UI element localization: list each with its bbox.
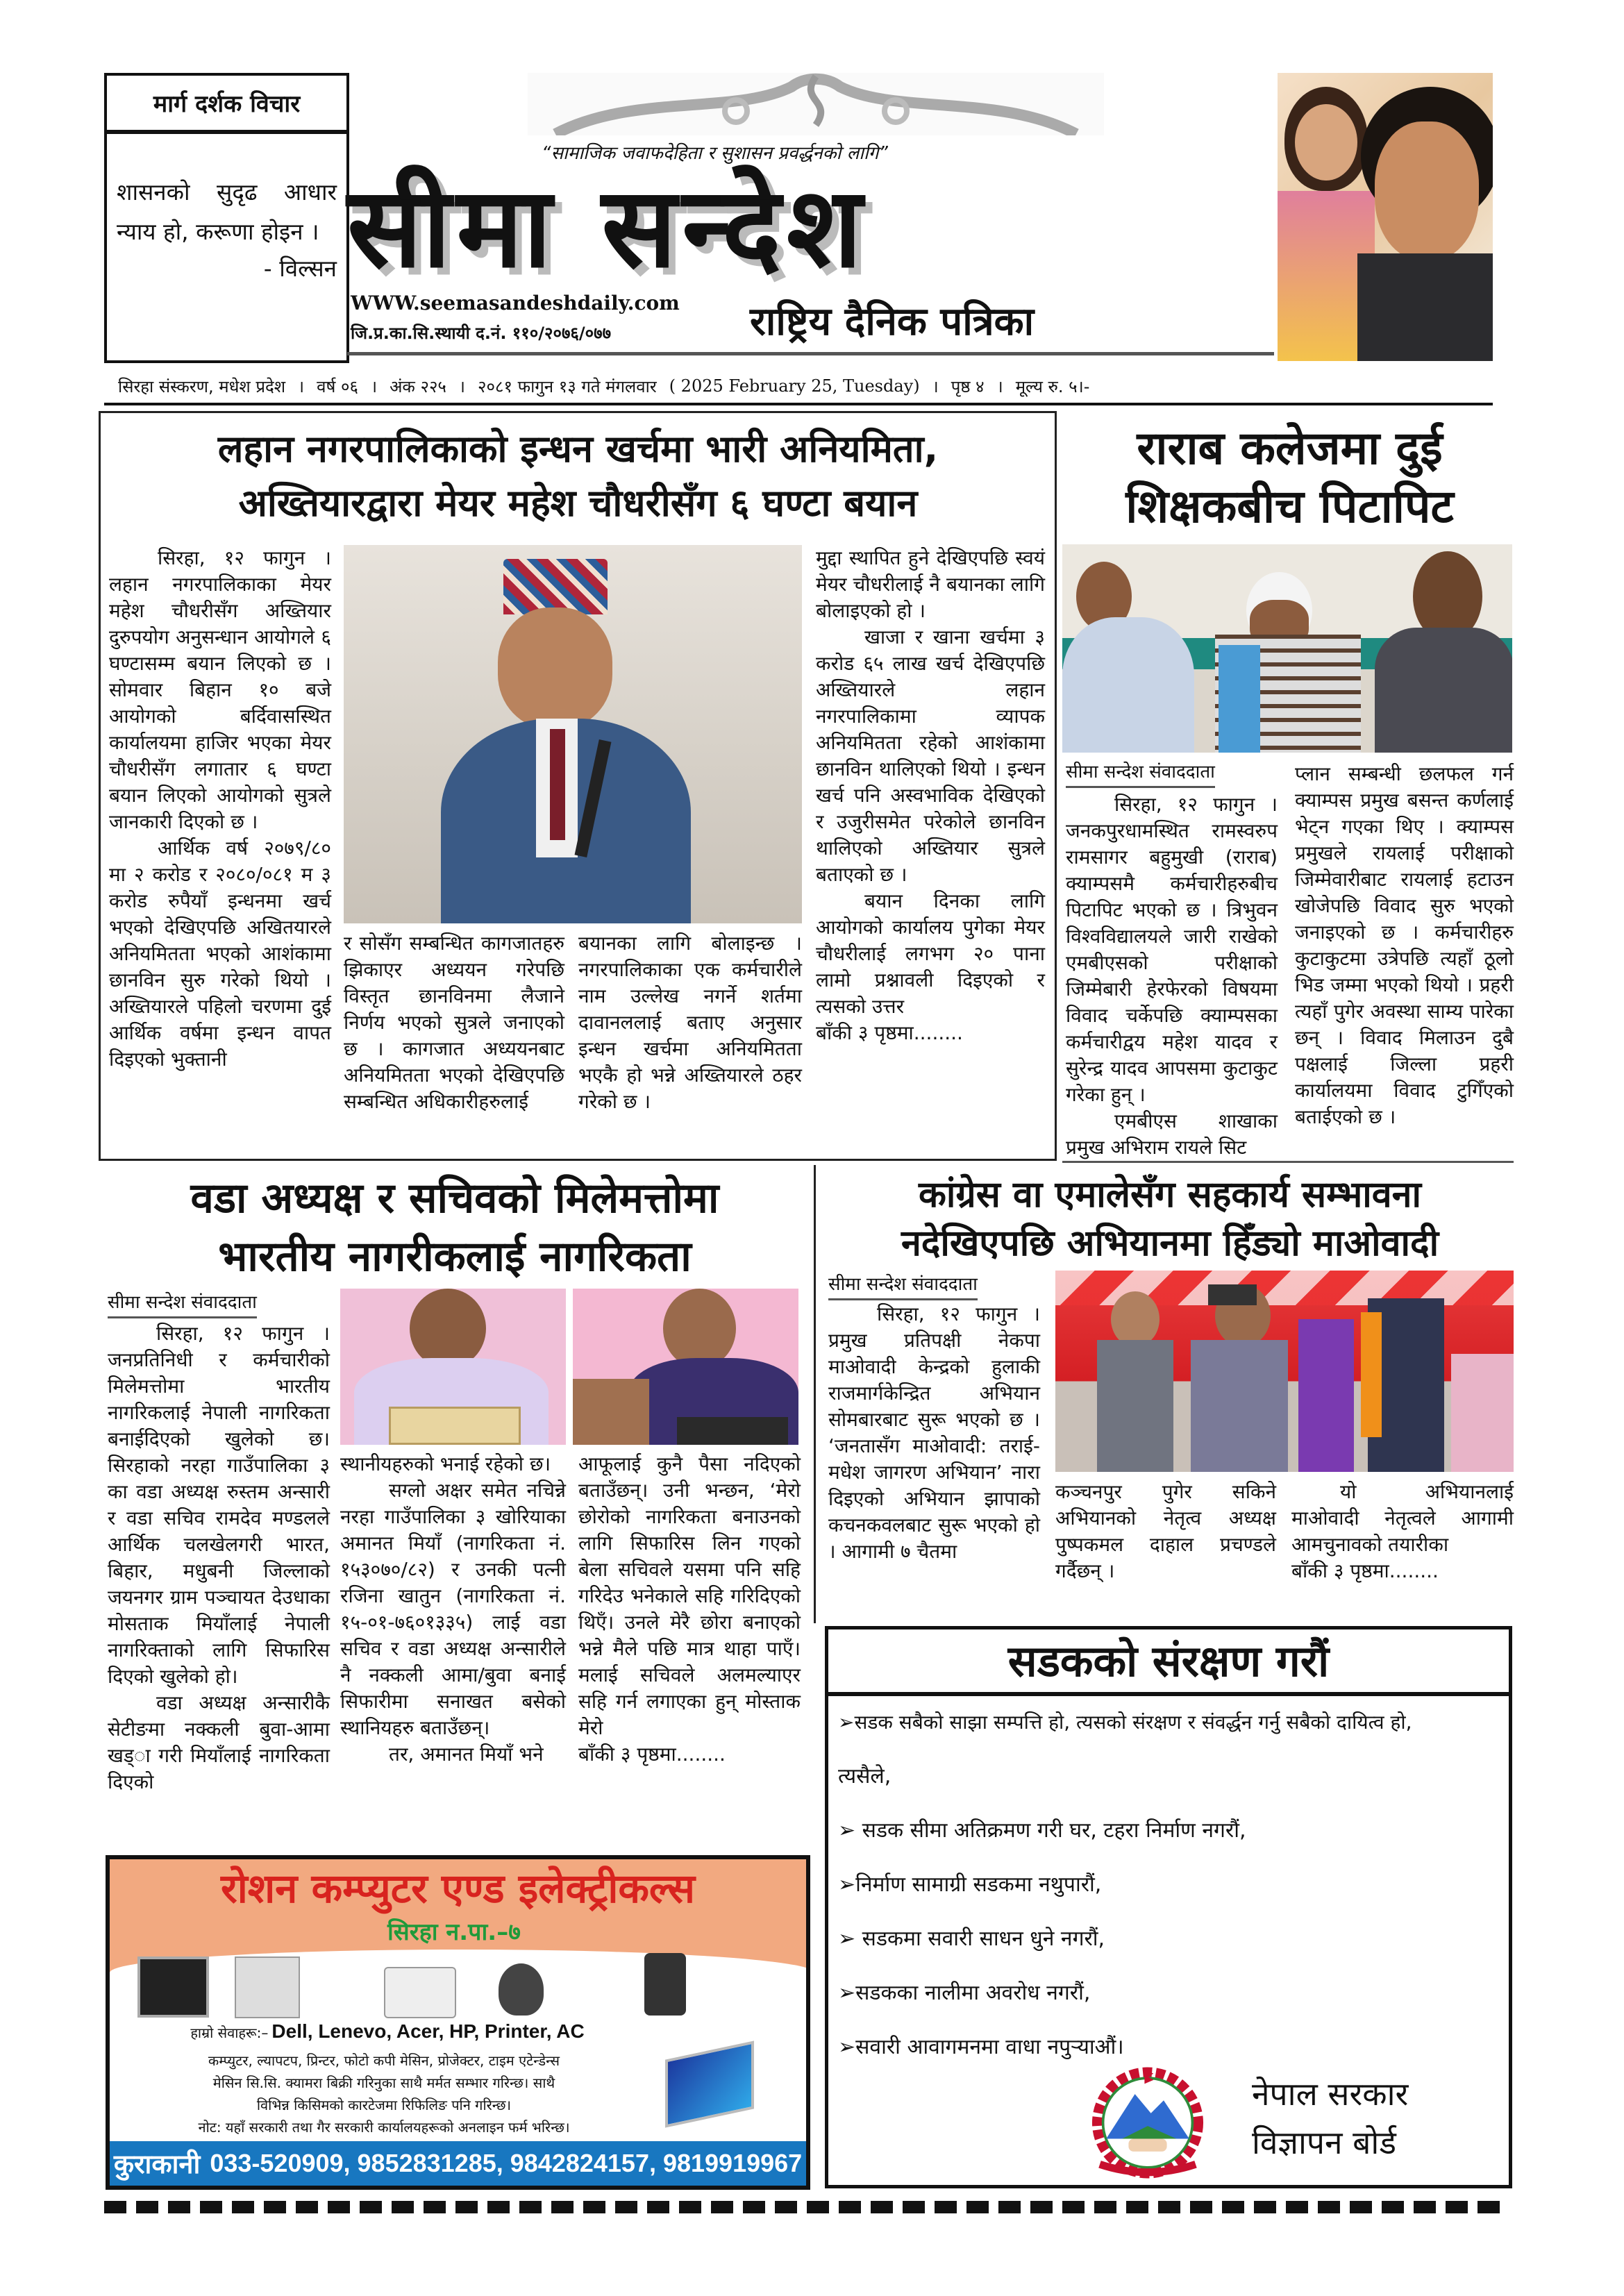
services-label: हाम्रो सेवाहरू:– xyxy=(190,2025,269,2041)
headline-line-1: वडा अध्यक्ष र सचिवको मिलेमत्तोमा xyxy=(190,1174,719,1223)
footer-dash xyxy=(328,2201,350,2213)
contact-band xyxy=(110,2141,806,2186)
paragraph: खाजा र खाना खर्चमा ३ करोड ६५ लाख खर्च देखिएपछि अख्तियारले लहान नगरपालिकामा व्यापक अनियमितता रहेको आशंकामा छानविन थालिएको थियो । इन्धन खर्च पनि अस्वभाविक देखिएको र उजुरीसमेत परेकोले छानविन थालिएको अख्तियार सुत्रले बताएको छ । xyxy=(816,626,1045,886)
newspaper-title: सीमा सन्देश xyxy=(347,162,868,292)
roshan-computer-ad xyxy=(106,1855,810,2190)
separator: । xyxy=(298,376,305,396)
paragraph: सिरहा, १२ फागुन । लहान नगरपालिकाका मेयर महेश चौधरीसँग अख्तियार दुरुपयोग अनुसन्धान आयोगले ६ घण्टासम्म बयान लिएको छ । सोमवार बिहान १० बजे आयोगको बर्दिवासस्थित कार्यालयमा हाजिर भएका मेयर चौधरीसँग लगातार ६ घण्टा बयान लिएको आयोगको सुत्रले जानकारी दिएको छ । xyxy=(109,546,331,833)
story4-column-3 xyxy=(1291,1479,1514,1584)
footer-dash xyxy=(360,2201,382,2213)
paragraph: सग्लो अक्षर समेत नचिन्ने नरहा गाउँपालिका ३ खोरियाका अमानत मियाँ (नागरिकता नं. १५३०७०/८२) र उनकी पत्नी रजिना खातुन (नागरिकता नं. १५-०१-७६०१३३५) लाई वडा सचिव र वडा अध्यक्ष अन्सारीले नै नक्कली आमा/बुवा बनाई सिफारीमा सनाखत बसेको स्थानियहरु बताउँछन्। xyxy=(340,1479,566,1739)
desc-line: मेसिन सि.सि. क्यामरा बिक्री गरिनुका साथै मर्मत सम्भार गरिन्छ। साथै xyxy=(212,2075,555,2091)
issue-number: अंक २२५ xyxy=(390,376,446,396)
quote-box xyxy=(104,73,349,363)
maoist-event-photo xyxy=(1055,1271,1514,1472)
footer-dash xyxy=(1477,2201,1500,2213)
paragraph: बयान दिनका लागि आयोगको कार्यालय पुगेका मेयर चौधरीलाई लगभग २० पाना लामो प्रश्नावली दिइएको र त्यसको उत्तर xyxy=(816,889,1045,1018)
separator: । xyxy=(932,376,939,396)
ad-bullet: ➢ सडकमा सवारी साधन धुने नगरौं, xyxy=(838,1927,1105,1951)
paragraph: सिरहा, १२ फागुन । जनप्रतिनिधी र कर्मचारीको मिलेमत्तोमा भारतीय नागरिकलाई नेपाली नागरिकता बनाईदिएको खुलेको छ। सिरहाको नरहा गाउँपालिका ३ का वडा अध्यक्ष रुस्तम अन्सारी र वडा सचिव रामदेव मण्डलले आर्थिक चलखेलगरी भारत, बिहार, मधुबनी जिल्लाको जयनगर ग्राम पञ्चायत देउधाका मोसताक मियाँलाई नेपाली नागरिक्ताको लागि सिफारिस दिएको खुलेको हो। xyxy=(108,1322,330,1688)
story2-column-1 xyxy=(1066,791,1278,1161)
footer-dash xyxy=(392,2201,414,2213)
edition: सिरहा संस्करण, मधेश प्रदेश xyxy=(118,376,286,396)
footer-dash xyxy=(232,2201,254,2213)
footer-dash xyxy=(1350,2201,1372,2213)
registration-number: जि.प्र.का.सि.स्थायी द.नं. ११०/२०७६/०७७ xyxy=(351,324,612,343)
paragraph: वडा अध्यक्ष अन्सारीकै सेटीङमा नक्कली बुवा-आमा खड्ा गरी मियाँलाई नागरिकता दिएको xyxy=(108,1691,330,1793)
ad-title: सडकको संरक्षण गरौं xyxy=(828,1629,1509,1696)
website-url: WWW.seemasandeshdaily.com xyxy=(351,292,680,315)
ad-therefore: त्यसैले, xyxy=(838,1764,891,1788)
footer-dash xyxy=(1126,2201,1148,2213)
footer-dash xyxy=(1222,2201,1244,2213)
footer-dash xyxy=(136,2201,158,2213)
continued-link[interactable]: बाँकी ३ पृष्ठमा........ xyxy=(578,1743,726,1766)
ad-bullet: ➢सवारी आवागमनमा वाधा नपुऱ्याऔं। xyxy=(838,2035,1124,2059)
injured-teacher-photo xyxy=(1062,544,1512,753)
footer-dash xyxy=(296,2201,318,2213)
desc-line: कम्प्युटर, ल्यापटप, प्रिन्टर, फोटो कपी मेसिन, प्रोजेक्टर, टाइम एटेन्डेन्स xyxy=(208,2052,560,2069)
paragraph: प्लान सम्बन्धी छलफल गर्न क्याम्पस प्रमुख बसन्त कर्णलाई भेट्न गएका थिए । क्याम्पस प्रमुखले रायलाई परीक्षाको जिम्मेवारीबाट रायलाई हटाउन खोजेपछि विवाद सुरु भएको जनाइएको छ । कर्मचारीहरु कुटाकुटमा उत्रेपछि त्यहाँ ठूलो भिड जम्मा भएको थियो । प्रहरी त्यहाँ पुगेर अवस्था साम्य पारेका छन् । विवाद मिलाउन दुबै पक्षलाई जिल्ला प्रहरी कार्यालयमा विवाद टुगिँएको बताईएको छ । xyxy=(1295,762,1514,1128)
price: मूल्य रु. ५।- xyxy=(1015,376,1090,396)
dateline-rule xyxy=(104,403,1493,405)
date-nepali: २०८१ फागुन १३ गते मंगलवार xyxy=(478,376,657,396)
story4-column-2 xyxy=(1055,1479,1276,1584)
paragraph: र सोसँग सम्बन्धित कागजातहरु झिकाएर अध्ययन गरेपछि विस्तृत छानविनमा लैजाने निर्णय भएको सुत्रले जनाएको छ । कागजात अध्ययनबाट अनियमितता भएको देखिएपछि सम्बन्धित अधिकारीहरुलाई xyxy=(344,932,564,1113)
paragraph: यो अभियानलाई माओवादी नेतृत्वले आगामी आमचुनावको तयारीका xyxy=(1291,1480,1514,1556)
footer-dash xyxy=(551,2201,574,2213)
masthead-banner xyxy=(347,73,1274,358)
headline-line-1: राराब कलेजमा दुई xyxy=(1137,421,1443,475)
footer-dash xyxy=(966,2201,989,2213)
footer-dash xyxy=(1318,2201,1340,2213)
footer-dash xyxy=(1158,2201,1180,2213)
story-lahan-fuel xyxy=(99,411,1057,1161)
desc-line: विभिन्न किसिमको कारटेजमा रिफिलिङ पनि गरिन्छ। xyxy=(256,2097,512,2113)
footer-dash xyxy=(1030,2201,1053,2213)
separator: । xyxy=(458,376,466,396)
story3-column-1 xyxy=(108,1321,330,1795)
story3-column-2 xyxy=(340,1451,566,1768)
footer-dash xyxy=(104,2201,126,2213)
footer-dash xyxy=(1446,2201,1468,2213)
footer-dash xyxy=(1286,2201,1308,2213)
headline-line-1: कांग्रेस वा एमालेसँग सहकार्य सम्भावना xyxy=(918,1174,1422,1216)
footer-dash xyxy=(903,2201,925,2213)
footer-dash xyxy=(519,2201,542,2213)
footer-dash xyxy=(775,2201,797,2213)
tagline: “सामाजिक जवाफदेहिता र सुशासन प्रवर्द्धनको लागि” xyxy=(542,143,888,164)
footer-dash xyxy=(647,2201,669,2213)
ad-bullet: ➢सडकका नालीमा अवरोध नगरौं, xyxy=(838,1981,1091,2005)
paragraph: आर्थिक वर्ष २०७९/८० मा २ करोड र २०८०/०८१ म ३ करोड रुपैयाँ इन्धनमा खर्च भएको देखिएपछि अखितयारले अनियमितता भएको आशंकामा छानविन सुरु गरेको थियो । अख्तियारले पहिलो चरणमा दुई आर्थिक वर्षमा इन्धन वापत दिइएको भुक्तानी xyxy=(109,837,331,1071)
ad-bullet: ➢ सडक सीमा अतिक्रमण गरी घर, टहरा निर्माण नगरौं, xyxy=(838,1818,1246,1843)
footer-dash xyxy=(455,2201,478,2213)
story-citizenship-fraud xyxy=(101,1166,809,1850)
footer-dash xyxy=(1254,2201,1276,2213)
separator: । xyxy=(996,376,1003,396)
byline: सीमा सन्देश संवाददाता xyxy=(1066,758,1215,788)
shop-name: रोशन कम्प्युटर एण्ड इलेक्ट्रीकल्स xyxy=(221,1865,695,1912)
date-english: ( 2025 February 25, Tuesday) xyxy=(669,376,920,396)
paragraph: कञ्चनपुर पुगेर सकिने अभियानको नेतृत्व अध्यक्ष पुष्पकमल दाहाल प्रचण्डले गर्दैछन् । xyxy=(1055,1480,1276,1582)
paragraph: आफूलाई कुनै पैसा नदिएको बताउँछन्। उनी भन्छन, ‘मेरो छोरोको नागरिकता बनाउनको लागि सिफारिस लिन गएको बेला सचिवले यसमा पनि सहि गरिदेउ भनेकाले सहि गरिदिएको थिएँ। उनले मेरै छोरा बनाएको भन्ने मैले पछि मात्र थाहा पाएँ। मलाई सचिवले अलमल्याएर सहि गर्न लगाएका हुन् मोस्ताक मेरो xyxy=(578,1452,801,1739)
footer-dash xyxy=(264,2201,286,2213)
ward-secretary-photo xyxy=(573,1289,798,1445)
newspaper-subtitle: राष्ट्रिय दैनिक पत्रिका xyxy=(750,299,1035,344)
paragraph: स्थानीयहरुको भनाई रहेको छ। xyxy=(340,1452,551,1475)
story1-column-4 xyxy=(816,545,1045,1046)
nepal-emblem-icon xyxy=(1068,2065,1228,2180)
road-protection-ad xyxy=(825,1626,1512,2188)
mayor-speaking-photo xyxy=(344,545,802,923)
headline-line-2: अख्तियारद्वारा मेयर महेश चौधरीसँग ६ घण्टा बयान xyxy=(238,481,918,525)
footer-dash xyxy=(871,2201,893,2213)
footer-dash xyxy=(583,2201,605,2213)
story4-column-1 xyxy=(828,1301,1040,1565)
story1-column-2 xyxy=(344,930,564,1115)
byline: सीमा सन्देश संवाददाता xyxy=(828,1271,978,1300)
headline-line-1: लहान नगरपालिकाको इन्धन खर्चमा भारी अनियमिता, xyxy=(217,427,939,471)
footer-dash xyxy=(487,2201,510,2213)
footer-dash xyxy=(935,2201,957,2213)
leader-portraits-photo xyxy=(1278,73,1493,361)
issuer-line-2: विज्ञापन बोर्ड xyxy=(1252,2124,1396,2161)
headline-line-2: नदेखिएपछि अभियानमा हिँड्यो माओवादी xyxy=(901,1223,1439,1264)
footer-dash xyxy=(743,2201,765,2213)
dome-camera-icon xyxy=(499,1963,544,2016)
note: नोट: यहाँ सरकारी तथा गैर सरकारी कार्यालयहरूको अनलाइन फर्म भरिन्छ। xyxy=(198,2119,570,2136)
ad-bullet: ➢निर्माण सामाग्री सडकमा नथुपारौं, xyxy=(838,1872,1102,1897)
footer-dash xyxy=(711,2201,733,2213)
footer-dash xyxy=(807,2201,829,2213)
separator: । xyxy=(370,376,378,396)
footer-dash xyxy=(1094,2201,1116,2213)
paragraph: सिरहा, १२ फागुन । प्रमुख प्रतिपक्षी नेकपा माओवादी केन्द्रको हुलाकी राजमार्गकेन्द्रित अभियान सोमबारबाट सुरू भएको छ । ‘जनतासँग माओवादी: तराई-मधेश जागरण अभियान’ नारा दिइएको अभियान झापाको कचनकवलबाट सुरू भएको हो । आगामी ७ चैतमा xyxy=(828,1302,1040,1563)
quote-text: शासनको सुदृढ आधार न्याय हो, करूणा होइन । xyxy=(117,178,337,245)
paragraph: बयानका लागि बोलाइन्छ । नगरपालिकाका एक कर्मचारीले नाम उल्लेख नगर्ने शर्तमा दावानललाई बताए अनुसार इन्धन खर्चमा अनियमितता भएकै हो भन्ने अख्तियारले ठहर गरेको छ । xyxy=(578,932,802,1113)
story1-column-3 xyxy=(578,930,802,1115)
continued-link[interactable]: बाँकी ३ पृष्ठमा........ xyxy=(1291,1559,1439,1582)
story-maoist-campaign xyxy=(814,1165,1524,1623)
quote-box-title: मार्ग दर्शक विचार xyxy=(107,76,346,134)
story3-column-3 xyxy=(578,1451,801,1768)
story1-column-1 xyxy=(109,545,331,1073)
ad-intro: ➢सडक सबैको साझा सम्पत्ति हो, त्यसको संरक्षण र संवर्द्धन गर्नु सबैको दायित्व हो, xyxy=(838,1711,1412,1734)
footer-dash xyxy=(1062,2201,1085,2213)
headline-line-2: भारतीय नागरीकलाई नागरिकता xyxy=(218,1232,692,1281)
contact-label: कुराकानी xyxy=(113,2149,201,2179)
footer-dash-border xyxy=(104,2201,1514,2213)
quote-author: - विल्सन xyxy=(263,255,337,282)
footer-dash xyxy=(200,2201,222,2213)
ornament-icon xyxy=(528,73,1104,135)
paragraph: सिरहा, १२ फागुन । जनकपुरधामस्थित रामस्वरुप रामसागर बहुमुखी (राराब) क्याम्पसमै कर्मचारीहरुबीच पिटापिट भएको छ । त्रिभुवन विश्वविद्यालयले जारी राखेको एमबीएसको परीक्षाको जिम्मेबारी हेरफेरको विषयमा विवाद चर्केपछि क्याम्पसका कर्मचारीद्वय महेश यादव र सुरेन्द्र यादव आपसमा कुटाकुट गरेका हुन् । xyxy=(1066,793,1278,1106)
footer-dash xyxy=(998,2201,1021,2213)
volume-year: वर्ष ०६ xyxy=(317,376,358,396)
cctv-camera-icon xyxy=(644,1953,686,2016)
desktop-icon xyxy=(137,1956,209,2018)
footer-dash xyxy=(168,2201,190,2213)
footer-dash xyxy=(1414,2201,1436,2213)
page-number: पृष्ठ ४ xyxy=(951,376,985,396)
projector-icon xyxy=(384,1967,456,2018)
footer-dash xyxy=(424,2201,446,2213)
story-divider xyxy=(1062,1161,1514,1163)
shop-location: सिरहा न.पा.–७ xyxy=(387,1918,521,1946)
paragraph: मुद्दा स्थापित हुने देखिएपछि स्वयं मेयर चौधरीलाई नै बयानका लागि बोलाइएको हो । xyxy=(816,546,1045,622)
phone-numbers: 033-520909, 9852831285, 9842824157, 9819919967 xyxy=(210,2149,803,2177)
printer-icon xyxy=(235,1956,300,2018)
paragraph: तर, अमानत मियाँ भने xyxy=(389,1743,544,1766)
story2-column-2 xyxy=(1295,761,1514,1130)
footer-dash xyxy=(615,2201,637,2213)
issuer-line-1: नेपाल सरकार xyxy=(1252,2075,1409,2113)
paragraph: एमबीएस शाखाका प्रमुख अभिराम रायले सिट xyxy=(1066,1109,1278,1159)
footer-dash xyxy=(1190,2201,1212,2213)
brands: Dell, Lenevo, Acer, HP, Printer, AC xyxy=(271,2020,585,2042)
masthead-rule xyxy=(347,352,1274,355)
story-rarab-college xyxy=(1059,411,1521,1164)
footer-dash xyxy=(839,2201,861,2213)
headline-line-2: शिक्षकबीच पिटापिट xyxy=(1125,480,1454,533)
continued-link[interactable]: बाँकी ३ पृष्ठमा........ xyxy=(816,1021,963,1044)
byline: सीमा सन्देश संवाददाता xyxy=(108,1289,257,1318)
footer-dash xyxy=(1382,2201,1404,2213)
dateline-bar xyxy=(118,374,1507,399)
ward-chair-photo xyxy=(340,1289,566,1445)
footer-dash xyxy=(679,2201,701,2213)
